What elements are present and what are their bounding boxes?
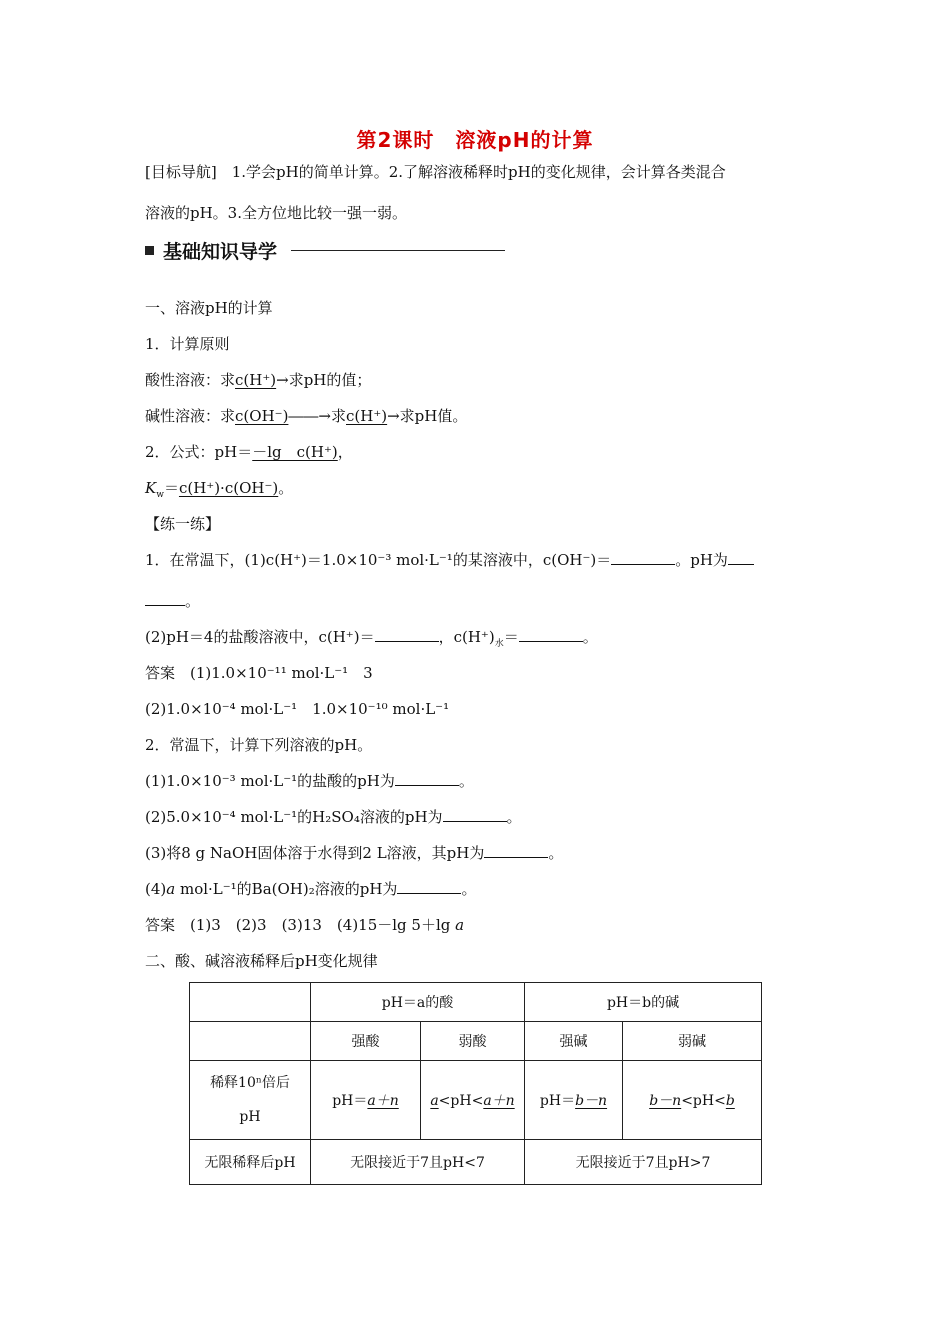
answer-1-line-2: (2)1.0×10⁻⁴ mol·L⁻¹ 1.0×10⁻¹⁰ mol·L⁻¹ bbox=[145, 700, 450, 718]
question-2-2: (2)5.0×10⁻⁴ mol·L⁻¹的H₂SO₄溶液的pH为 。 bbox=[145, 808, 522, 826]
answer-1-line-1: 答案 (1)1.0×10⁻¹¹ mol·L⁻¹ 3 bbox=[145, 664, 373, 682]
cell-strong-acid: pH＝a＋n bbox=[311, 1061, 421, 1140]
answer-base-coh: c(OH⁻) bbox=[235, 407, 289, 425]
question-1-part-2: (2)pH＝4的盐酸溶液中，c(H⁺)＝ ，$c(H^+)_水=$ 。 bbox=[145, 628, 598, 649]
table-empty-cell bbox=[190, 1022, 311, 1061]
question-2-3: (3)将8 g NaOH固体溶于水得到2 L溶液，其pH为 。 bbox=[145, 844, 564, 862]
section-heading: 基础知识导学 bbox=[163, 240, 278, 263]
answer-base-ch: c(H⁺) bbox=[346, 407, 388, 425]
answer-2: 答案 (1)3 (2)3 (3)13 (4)15－lg 5＋lg a bbox=[145, 916, 465, 934]
table-row bbox=[190, 1140, 762, 1185]
table-row bbox=[190, 1061, 762, 1140]
question-2-1: (1)1.0×10⁻³ mol·L⁻¹的盐酸的pH为 。 bbox=[145, 772, 474, 790]
kw-formula: $K_w=c(H^+)\cdot c(OH^-)$。 bbox=[145, 479, 294, 500]
part1-heading: 一、溶液pH的计算 bbox=[145, 299, 273, 317]
ph-formula: 2．公式：pH＝－lg c(H⁺)， bbox=[145, 443, 353, 461]
principle-heading: 1．计算原则 bbox=[145, 335, 230, 353]
answer-blank[interactable] bbox=[519, 627, 583, 642]
answer-blank[interactable] bbox=[375, 627, 439, 642]
base-rule: 碱性溶液：求c(OH⁻)――→求c(H⁺)→求pH值。 bbox=[145, 407, 468, 425]
practice-heading: 【练一练】 bbox=[145, 515, 221, 533]
square-bullet-icon bbox=[145, 246, 154, 255]
header-weak-base: 弱碱 bbox=[623, 1022, 762, 1061]
question-2-4: (4)a mol·L⁻¹的Ba(OH)₂溶液的pH为 。 bbox=[145, 880, 477, 898]
goals-line-1: [目标导航] 1.学会pH的简单计算。2.了解溶液稀释时pH的变化规律，会计算各类混合 bbox=[145, 163, 726, 181]
section-header bbox=[145, 236, 505, 264]
header-strong-acid: 强酸 bbox=[311, 1022, 421, 1061]
acid-rule: 酸性溶液：求c(H⁺)→求pH的值； bbox=[145, 371, 372, 389]
answer-blank[interactable] bbox=[728, 550, 754, 565]
answer-ph-formula: －lg c(H⁺) bbox=[252, 443, 338, 461]
cell-strong-base: pH＝b－n bbox=[525, 1061, 623, 1140]
header-weak-acid: 弱酸 bbox=[421, 1022, 525, 1061]
part2-heading: 二、酸、碱溶液稀释后pH变化规律 bbox=[145, 952, 378, 970]
answer-blank[interactable] bbox=[395, 771, 459, 786]
answer-blank[interactable] bbox=[397, 879, 461, 894]
question-1-cont: 。 bbox=[145, 590, 200, 612]
answer-blank[interactable] bbox=[145, 591, 185, 606]
question-2: 2．常温下，计算下列溶液的pH。 bbox=[145, 736, 373, 754]
answer-blank[interactable] bbox=[443, 807, 507, 822]
section-rule bbox=[291, 250, 505, 251]
cell-infinite-acid: 无限接近于7且pH<7 bbox=[311, 1140, 525, 1185]
cell-infinite-base: 无限接近于7且pH>7 bbox=[525, 1140, 762, 1185]
answer-kw: c(H⁺)·c(OH⁻) bbox=[178, 479, 279, 497]
lesson-title: 第2课时 溶液pH的计算 bbox=[356, 128, 594, 152]
row-label-dilute: 稀释10ⁿ倍后 pH bbox=[190, 1061, 311, 1140]
cell-weak-acid: a<pH<a＋n bbox=[421, 1061, 525, 1140]
table-row bbox=[190, 983, 762, 1022]
cell-weak-base: b－n<pH<b bbox=[623, 1061, 762, 1140]
header-strong-base: 强碱 bbox=[525, 1022, 623, 1061]
table-corner-cell bbox=[190, 983, 311, 1022]
question-1: 1．在常温下，(1)c(H⁺)＝1.0×10⁻³ mol·L⁻¹的某溶液中，c(OH⁻)＝ 。pH为 bbox=[145, 549, 754, 571]
header-acid: pH＝a的酸 bbox=[311, 983, 525, 1022]
dilution-table bbox=[189, 982, 762, 1185]
answer-acid-ch: c(H⁺) bbox=[235, 371, 277, 389]
header-base: pH＝b的碱 bbox=[525, 983, 762, 1022]
goals-line-2: 溶液的pH。3.全方位地比较一强一弱。 bbox=[145, 204, 407, 222]
answer-blank[interactable] bbox=[484, 843, 548, 858]
answer-blank[interactable] bbox=[611, 550, 675, 565]
row-label-infinite: 无限稀释后pH bbox=[190, 1140, 311, 1185]
table-row bbox=[190, 1022, 762, 1061]
